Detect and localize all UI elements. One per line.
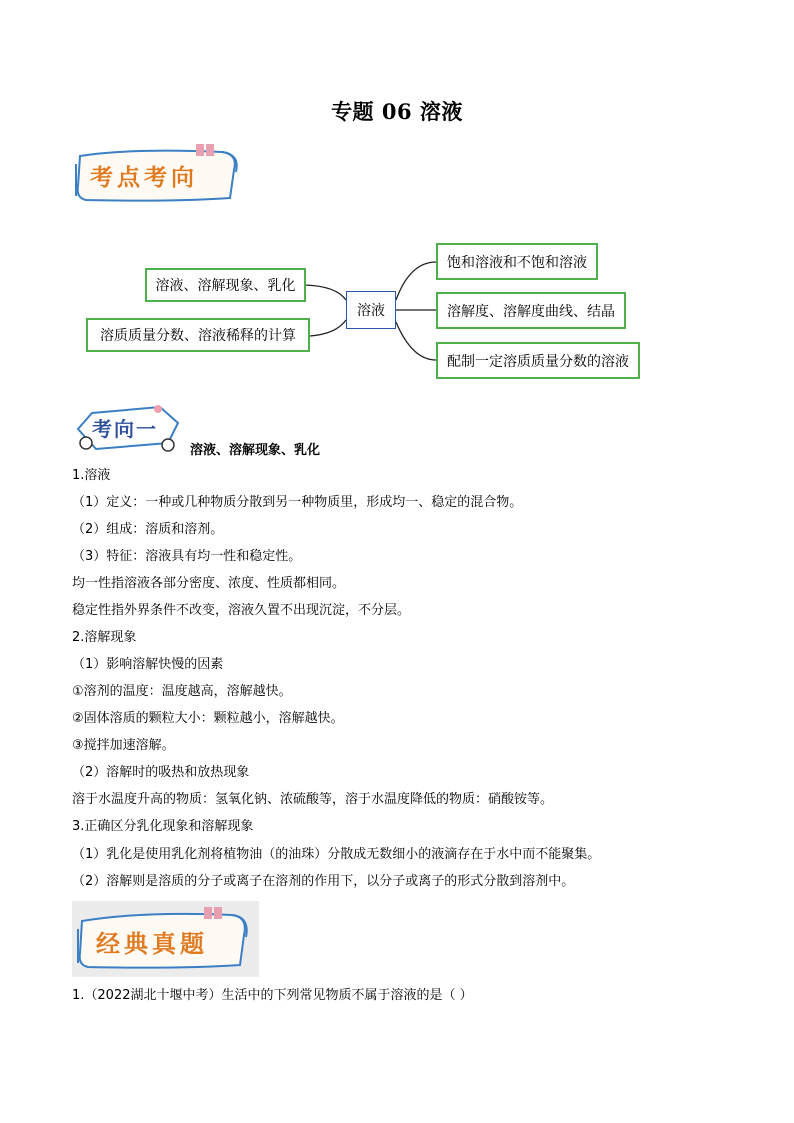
text-line: （1）乳化是使用乳化剂将植物油（的油珠）分散成无数细小的液滴存在于水中而不能聚集。 <box>72 847 601 862</box>
text-line: 3.正确区分乳化现象和溶解现象 <box>72 819 254 834</box>
text-line: ③搅拌加速溶解。 <box>72 738 175 753</box>
mindmap-node-right-2: 溶解度、溶解度曲线、结晶 <box>436 292 626 329</box>
mindmap-node-right-3: 配制一定溶质质量分数的溶液 <box>436 342 640 379</box>
section1-title: 溶液、溶解现象、乳化 <box>190 443 321 458</box>
mindmap-connectors <box>0 0 794 420</box>
text-line: 溶于水温度升高的物质：氢氧化钠、浓硫酸等，溶于水温度降低的物质：硝酸铵等。 <box>72 792 554 807</box>
text-line: 稳定性指外界条件不改变，溶液久置不出现沉淀，不分层。 <box>72 603 411 618</box>
text-line: （1）影响溶解快慢的因素 <box>72 657 224 672</box>
text-line: （2）溶解则是溶质的分子或离子在溶剂的作用下，以分子或离子的形式分散到溶剂中。 <box>72 874 575 889</box>
text-line: 1.溶液 <box>72 468 111 483</box>
text-line: （1）定义：一种或几种物质分散到另一种物质里，形成均一、稳定的混合物。 <box>72 495 523 510</box>
kaoxiang1-banner <box>72 403 192 453</box>
jingdian-banner <box>72 901 259 977</box>
text-line: （2）溶解时的吸热和放热现象 <box>72 765 250 780</box>
kaodian-banner-text: 考点考向 <box>90 164 198 191</box>
text-line: ②固体溶质的颗粒大小：颗粒越小，溶解越快。 <box>72 711 344 726</box>
text-line: 均一性指溶液各部分密度、浓度、性质都相同。 <box>72 576 346 591</box>
text-line: （3）特征：溶液具有均一性和稳定性。 <box>72 549 302 564</box>
mindmap-node-right-1: 饱和溶液和不饱和溶液 <box>436 243 598 280</box>
text-line: ①溶剂的温度：温度越高，溶解越快。 <box>72 684 292 699</box>
mindmap-node-left-2: 溶质质量分数、溶液稀释的计算 <box>86 318 310 352</box>
mindmap-node-left-1: 溶液、溶解现象、乳化 <box>145 268 306 302</box>
mindmap-center-node: 溶液 <box>346 291 396 329</box>
page-title: 专题 06 溶液 <box>331 99 463 124</box>
jingdian-banner-text: 经典真题 <box>96 929 208 958</box>
kaoxiang1-banner-text: 考向一 <box>92 417 158 441</box>
text-line: 2.溶解现象 <box>72 630 137 645</box>
text-line: （2）组成：溶质和溶剂。 <box>72 522 224 537</box>
question-1: 1.（2022湖北十堰中考）生活中的下列常见物质不属于溶液的是（ ） <box>72 988 473 1003</box>
